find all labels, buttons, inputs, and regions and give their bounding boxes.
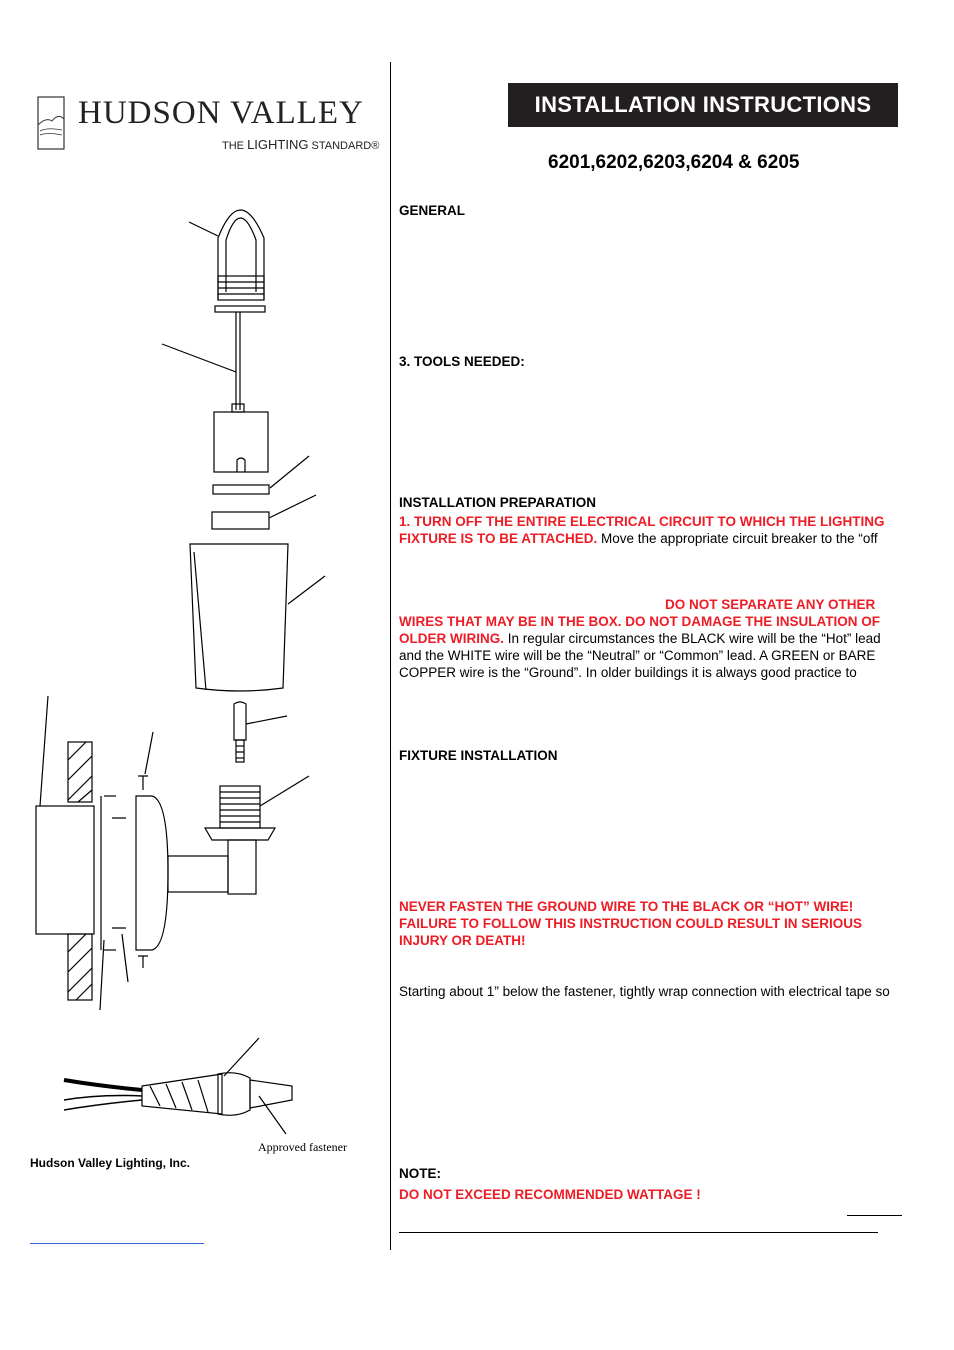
brand-name: HUDSON VALLEY <box>78 95 364 131</box>
website-link-underline[interactable] <box>30 1243 204 1244</box>
tagline-post: STANDARD® <box>311 140 380 152</box>
section-note: NOTE: <box>399 1166 441 1181</box>
screw-bottom <box>138 956 148 968</box>
leader-line-screw-2 <box>122 934 128 982</box>
prep-wires-text-a: In regular circumstances the BLACK wire will be the “Hot” lead <box>504 631 881 646</box>
leader-line-screw <box>145 732 153 774</box>
leader-line-bulb <box>246 716 287 724</box>
underline-long <box>399 1232 878 1233</box>
prep-wires-line <box>399 630 881 647</box>
prep-wires-warning-c: OLDER WIRING. <box>399 631 504 646</box>
exploded-diagram <box>0 0 390 1160</box>
underline-short <box>847 1215 902 1216</box>
bulb-part <box>234 702 246 762</box>
socket-part <box>214 412 268 472</box>
leader-line-splice <box>224 1038 259 1076</box>
ring-part <box>213 485 269 494</box>
wire-splice-diagram <box>64 1073 292 1116</box>
glass-dome-part <box>218 210 264 300</box>
backplate-part <box>136 796 168 950</box>
wattage-warning: DO NOT EXCEED RECOMMENDED WATTAGE ! <box>399 1187 701 1202</box>
wall-section <box>68 742 92 1000</box>
fastener-label: Approved fastener <box>258 1140 347 1154</box>
prep-wires-warning-b: WIRES THAT MAY BE IN THE BOX. DO NOT DAMAGE THE INSULATION OF <box>399 614 881 629</box>
leader-line-dome <box>189 222 218 236</box>
section-general: GENERAL <box>399 203 466 218</box>
screw-top <box>138 776 148 790</box>
arm-part <box>168 856 228 892</box>
page-title: INSTALLATION INSTRUCTIONS <box>508 83 898 127</box>
ground-warning-3: INJURY OR DEATH! <box>399 933 526 948</box>
prep-wires-warning-a: DO NOT SEPARATE ANY OTHER <box>665 597 876 612</box>
section-installation-prep: INSTALLATION PREPARATION <box>399 495 596 510</box>
ground-warning-1: NEVER FASTEN THE GROUND WIRE TO THE BLACK OR “HOT” WIRE! <box>399 899 854 914</box>
prep-step1-warning-end: FIXTURE IS TO BE ATTACHED. <box>399 531 598 546</box>
collar-part <box>212 512 269 529</box>
model-numbers: 6201,6202,6203,6204 & 6205 <box>548 152 800 173</box>
leader-line-ring <box>270 456 309 488</box>
junction-box <box>36 806 94 934</box>
company-name: Hudson Valley Lighting, Inc. <box>30 1156 191 1170</box>
washer-part <box>215 306 265 312</box>
section-fixture-installation: FIXTURE INSTALLATION <box>399 748 558 763</box>
tagline-pre: THE <box>222 140 244 152</box>
prep-step1-line2 <box>399 530 878 547</box>
prep-step1-text: Move the appropriate circuit breaker to the “off <box>597 531 878 546</box>
leader-line-nipple <box>260 776 309 806</box>
tagline-main: LIGHTING <box>247 137 309 152</box>
mounting-screws <box>112 818 126 928</box>
leader-line-shade <box>288 576 325 604</box>
leader-line-box <box>40 696 48 806</box>
prep-wires-text-c: COPPER wire is the “Ground”. In older buildings it is always good practice to <box>399 665 857 680</box>
ground-warning-2: FAILURE TO FOLLOW THIS INSTRUCTION COULD RESULT IN SERIOUS <box>399 916 862 931</box>
prep-step1-warning: 1. TURN OFF THE ENTIRE ELECTRICAL CIRCUIT TO WHICH THE LIGHTING <box>399 514 885 529</box>
leader-line-collar <box>269 495 316 518</box>
threaded-nipple-part <box>205 786 275 840</box>
prep-wires-text-b: and the WHITE wire will be the “Neutral” or “Common” lead. A GREEN or BARE <box>399 648 876 663</box>
tape-instruction: Starting about 1” below the fastener, tightly wrap connection with electrical tape so <box>399 984 890 999</box>
column-divider <box>390 62 391 1250</box>
leader-line-rod <box>162 344 236 372</box>
leader-line-strap <box>100 940 104 1010</box>
socket-cup-part <box>228 840 256 894</box>
section-tools: 3. TOOLS NEEDED: <box>399 354 525 369</box>
